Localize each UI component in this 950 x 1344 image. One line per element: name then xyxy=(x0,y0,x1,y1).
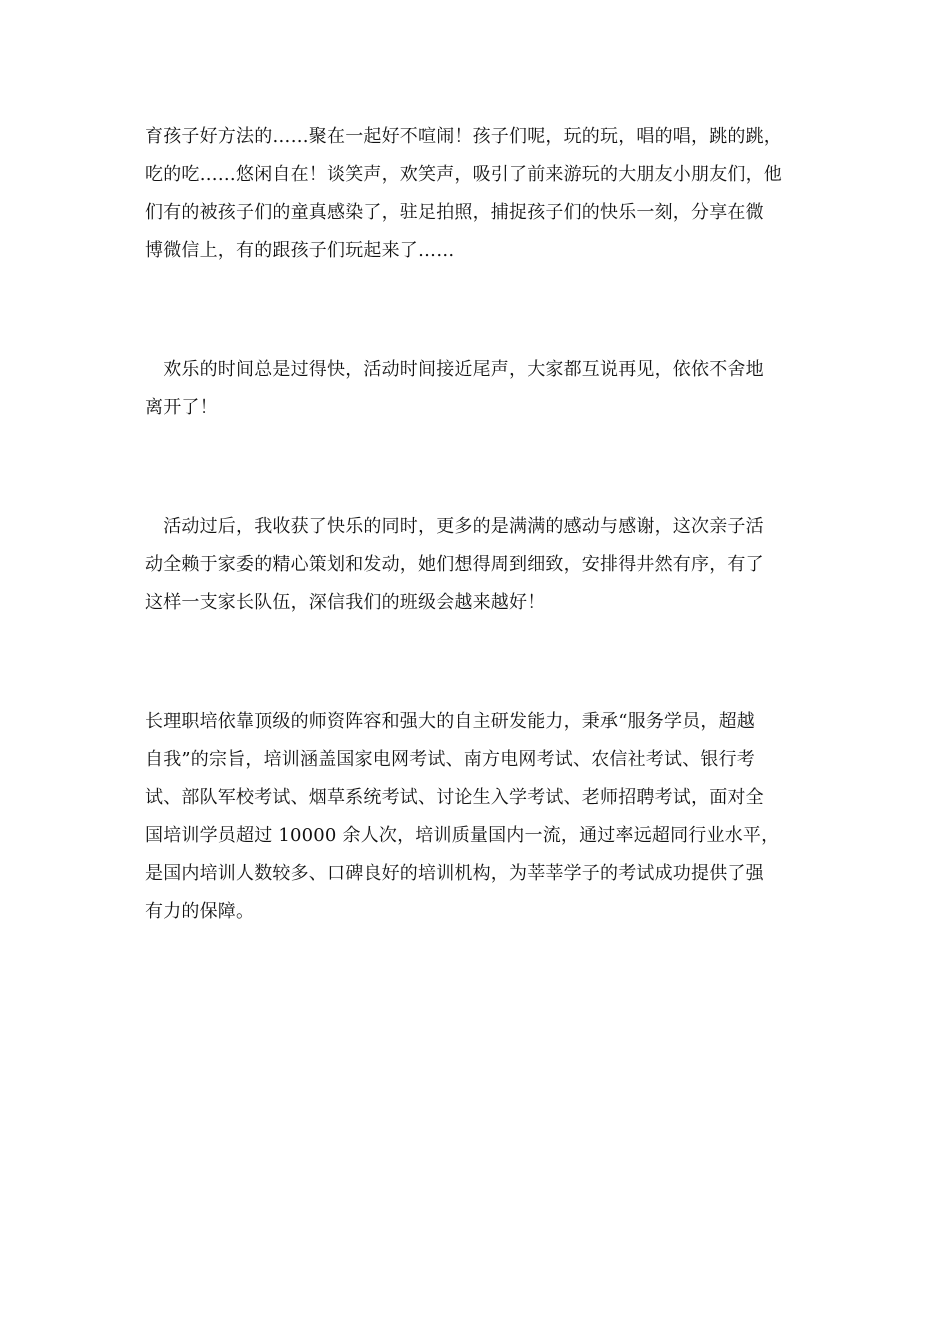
text-line: 长理职培依靠顶级的师资阵容和强大的自主研发能力，秉承“服务学员，超越 xyxy=(145,711,755,732)
paragraph-training-ad xyxy=(145,703,810,931)
text-line: 这样一支家长队伍，深信我们的班级会越来越好！ xyxy=(145,592,546,613)
text-line: 欢乐的时间总是过得快，活动时间接近尾声，大家都互说再见，依依不舍地 xyxy=(145,359,764,380)
text-line: 活动过后，我收获了快乐的同时，更多的是满满的感动与感谢，这次亲子活 xyxy=(145,516,764,537)
paragraph-activity-scene xyxy=(145,118,810,270)
text-line: 国培训学员超过 10000 余人次，培训质量国内一流，通过率远超同行业水平， xyxy=(145,825,780,846)
text-line: 们有的被孩子们的童真感染了，驻足拍照，捕捉孩子们的快乐一刻，分享在微 xyxy=(145,202,764,223)
text-line: 自我”的宗旨，培训涵盖国家电网考试、南方电网考试、农信社考试、银行考 xyxy=(145,749,755,770)
text-line: 离开了！ xyxy=(145,397,218,418)
text-line: 试、部队军校考试、烟草系统考试、讨论生入学考试、老师招聘考试，面对全 xyxy=(145,787,764,808)
text-line: 动全赖于家委的精心策划和发动，她们想得周到细致，安排得井然有序，有了 xyxy=(145,554,764,575)
document-body xyxy=(145,118,810,931)
text-line: 有力的保障。 xyxy=(145,901,255,922)
text-line: 是国内培训人数较多、口碑良好的培训机构，为莘莘学子的考试成功提供了强 xyxy=(145,863,764,884)
paragraph-reflection xyxy=(145,508,810,622)
text-line: 吃的吃……悠闲自在！谈笑声，欢笑声，吸引了前来游玩的大朋友小朋友们，他 xyxy=(145,164,782,185)
text-line: 博微信上，有的跟孩子们玩起来了…… xyxy=(145,240,455,261)
paragraph-farewell xyxy=(145,351,810,427)
text-line: 育孩子好方法的……聚在一起好不喧闹！孩子们呢，玩的玩，唱的唱，跳的跳， xyxy=(145,126,782,147)
